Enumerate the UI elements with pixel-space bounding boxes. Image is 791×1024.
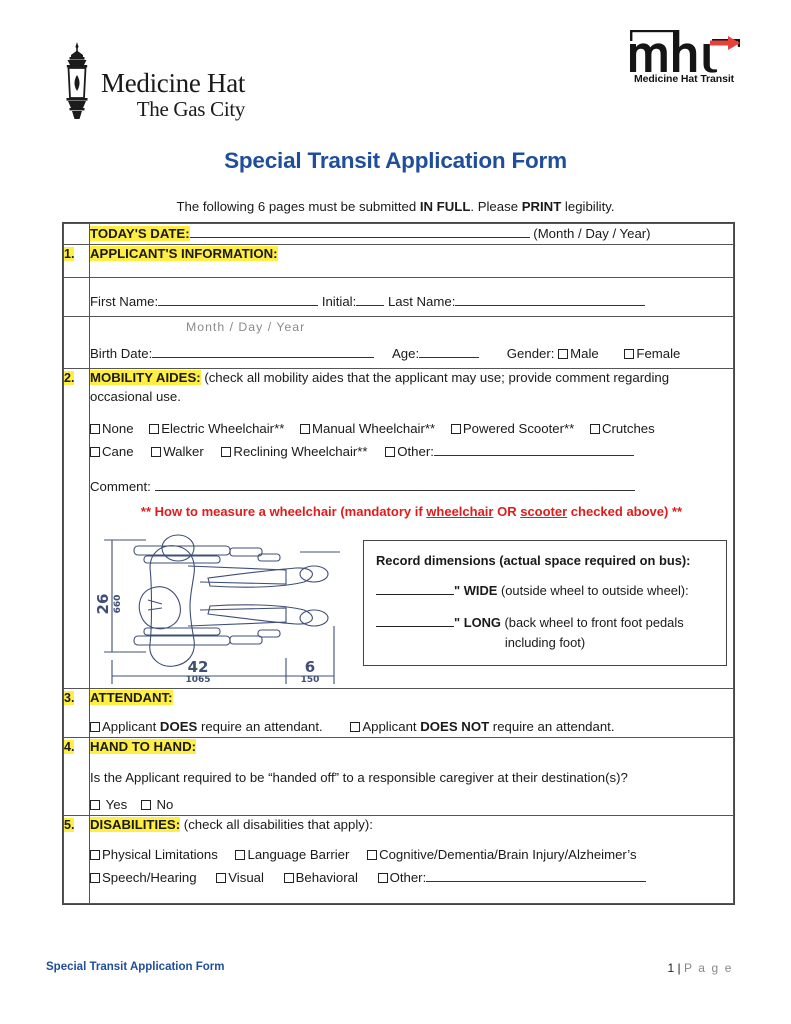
disability-option-visual[interactable]: [216, 869, 264, 888]
wc-note-prefix: ** How to measure a wheelchair (mandatory if: [140, 504, 427, 520]
checkbox-icon[interactable]: [141, 800, 151, 810]
subtitle-part-c: . Please: [470, 199, 522, 214]
table-row-birthdate: [64, 317, 734, 369]
page-title: Special Transit Application Form: [224, 148, 567, 173]
hand-to-hand-yes-label: Yes: [105, 797, 128, 813]
mobility-option-cane-label: Cane: [102, 443, 134, 459]
gender-female-label: Female: [636, 345, 681, 361]
checkbox-icon[interactable]: [235, 850, 245, 860]
mobility-option-crutches[interactable]: [590, 420, 655, 439]
attendant-option-does-not[interactable]: [350, 718, 614, 737]
record-dimensions-long-row: [376, 613, 714, 653]
record-dimensions-heading: Record dimensions (actual space required on bus):: [376, 552, 691, 568]
disability-cognitive-label: Cognitive/Dementia/Brain Injury/Alzheimer’s: [379, 846, 637, 862]
gas-lamp-icon: [60, 42, 94, 120]
diagram-dim-right: 6: [304, 657, 316, 676]
disabilities-instruction: (check all disabilities that apply):: [183, 817, 373, 833]
name-fields-cell: [90, 278, 734, 317]
checkbox-icon[interactable]: [151, 447, 161, 457]
medicine-hat-city-logo: [60, 42, 245, 120]
section-4-number-label: 4.: [64, 739, 75, 754]
diagram-dim-right-mm: 150: [300, 674, 320, 685]
mobility-option-reclining-wheelchair[interactable]: [221, 443, 367, 462]
mhi-mark-icon: [624, 28, 744, 74]
checkbox-icon[interactable]: [90, 447, 100, 457]
checkbox-icon[interactable]: [90, 722, 100, 732]
section-number-3: [64, 688, 90, 737]
mobility-option-walker[interactable]: [151, 443, 204, 462]
wc-note-mid: OR: [493, 504, 521, 520]
wc-note-scooter: scooter: [520, 504, 568, 520]
attendant-option-does[interactable]: [90, 718, 323, 737]
last-name-label: Last Name:: [387, 294, 456, 310]
checkbox-icon[interactable]: [284, 873, 294, 883]
applicant-information-cell: [90, 244, 734, 278]
mobility-option-walker-label: Walker: [163, 443, 204, 459]
section-number-1: [64, 244, 90, 278]
hand-to-hand-option-no[interactable]: [141, 796, 174, 815]
todays-date-label: TODAY'S DATE:: [90, 226, 190, 241]
mobility-option-other-label: Other:: [397, 443, 434, 459]
checkbox-icon[interactable]: [149, 424, 159, 434]
disability-language-label: Language Barrier: [247, 846, 350, 862]
first-name-input[interactable]: [158, 292, 318, 306]
table-row-mobility-aides: [64, 369, 734, 688]
diagram-dim-bottom-mm: 1065: [185, 674, 211, 685]
mobility-option-manual-wheelchair[interactable]: [300, 420, 435, 439]
birth-date-label: Birth Date:: [90, 345, 153, 361]
diagram-dim-side: 26: [94, 593, 112, 614]
wide-input[interactable]: [376, 582, 454, 595]
hand-to-hand-cell: [90, 737, 734, 815]
checkbox-icon[interactable]: [451, 424, 461, 434]
todays-date-hint: (Month / Day / Year): [533, 226, 651, 241]
attendant-does-b: DOES: [159, 719, 198, 735]
row-number-blank: [64, 224, 90, 245]
page-header: [0, 0, 791, 135]
footer-separator: |: [677, 961, 681, 975]
mobility-aides-cell: [90, 369, 734, 688]
last-name-input[interactable]: [455, 292, 645, 306]
attendant-cell: [90, 688, 734, 737]
disability-behavioral-label: Behavioral: [295, 869, 358, 885]
disabilities-options-row-2: [90, 868, 733, 888]
mobility-option-powered-scooter[interactable]: [451, 420, 574, 439]
mobility-options-row-1: [90, 420, 733, 439]
wc-note-suffix: checked above) **: [567, 504, 683, 520]
mobility-comment-input[interactable]: [155, 477, 635, 491]
mobility-option-manual-wheelchair-label: Manual Wheelchair**: [312, 420, 436, 436]
todays-date-cell: [90, 224, 734, 245]
record-dimensions-box: [363, 540, 727, 666]
table-row-names: [64, 278, 734, 317]
section-1-number-label: 1.: [64, 246, 75, 261]
checkbox-icon[interactable]: [350, 722, 360, 732]
mobility-aides-heading: [90, 369, 733, 406]
mobility-option-other[interactable]: [385, 443, 434, 462]
checkbox-icon[interactable]: [221, 447, 231, 457]
todays-date-input[interactable]: [190, 224, 530, 238]
initial-label: Initial:: [321, 294, 357, 310]
table-row-disabilities: [64, 816, 734, 904]
hand-to-hand-question: Is the Applicant required to be “handed off” to a responsible caregiver at their destination(s)?: [90, 769, 628, 785]
mobility-option-none[interactable]: [90, 420, 134, 439]
wheelchair-top-view-diagram: [90, 526, 355, 688]
long-input[interactable]: [376, 614, 454, 627]
mobility-option-none-label: None: [102, 420, 134, 436]
gender-option-female[interactable]: [624, 345, 680, 364]
subtitle-print: PRINT: [521, 199, 562, 214]
checkbox-icon[interactable]: [90, 424, 100, 434]
checkbox-icon[interactable]: [590, 424, 600, 434]
first-name-label: First Name:: [90, 294, 159, 310]
subtitle-part-e: legibility.: [561, 199, 615, 214]
checkbox-icon[interactable]: [216, 873, 226, 883]
medicine-hat-transit-logo: [624, 28, 744, 85]
mobility-option-electric-wheelchair[interactable]: [149, 420, 284, 439]
mobility-option-reclining-wheelchair-label: Reclining Wheelchair**: [233, 443, 368, 459]
footer-page-number: 1: [667, 961, 675, 975]
disability-option-speech-hearing[interactable]: [90, 869, 197, 888]
disability-option-behavioral[interactable]: [284, 869, 358, 888]
mobility-options-row-2: [90, 442, 733, 462]
long-desc-label: (back wheel to front foot pedals: [500, 614, 684, 630]
disability-option-language-barrier[interactable]: [235, 846, 349, 865]
disabilities-cell: [90, 816, 734, 904]
disability-option-cognitive[interactable]: [367, 846, 637, 865]
mobility-comment-label: Comment:: [90, 479, 151, 495]
subtitle-in-full: IN FULL: [419, 199, 471, 214]
mobility-aides-instruction: (check all mobility aides that the applicant may use; provide comment regarding occasional use.: [90, 370, 670, 405]
gender-option-male[interactable]: [558, 345, 599, 364]
section-5-number-label: 5.: [64, 818, 75, 833]
mobility-other-input[interactable]: [434, 442, 634, 456]
wide-unit-label: " WIDE: [454, 582, 498, 598]
age-label: Age:: [391, 345, 420, 361]
row-number-blank: [64, 317, 90, 369]
attendant-does-not-a: Applicant: [362, 719, 421, 735]
mobility-aides-label: MOBILITY AIDES:: [90, 370, 201, 386]
initial-input[interactable]: [356, 292, 384, 306]
mobility-comment-row: [90, 477, 733, 497]
checkbox-icon[interactable]: [90, 850, 100, 860]
checkbox-icon[interactable]: [90, 873, 100, 883]
table-row-attendant: [64, 688, 734, 737]
wheelchair-measure-note: [90, 503, 733, 521]
mobility-option-cane[interactable]: [90, 443, 134, 462]
application-form-table: [62, 222, 735, 905]
wide-desc-label: (outside wheel to outside wheel):: [497, 582, 689, 598]
disability-speech-label: Speech/Hearing: [102, 869, 197, 885]
long-unit-label: " LONG: [454, 614, 501, 630]
diagram-dim-side-mm: 660: [113, 594, 123, 613]
birthdate-cell: [90, 317, 734, 369]
mhi-wordmark: [624, 28, 744, 72]
mobility-option-powered-scooter-label: Powered Scooter**: [462, 420, 575, 436]
footer-page-word: P a g e: [683, 961, 733, 975]
checkbox-icon[interactable]: [558, 349, 568, 359]
checkbox-icon[interactable]: [624, 349, 634, 359]
disability-visual-label: Visual: [228, 869, 264, 885]
section-number-5: [64, 816, 90, 904]
mobility-option-crutches-label: Crutches: [601, 420, 655, 436]
mobility-option-electric-wheelchair-label: Electric Wheelchair**: [161, 420, 285, 436]
checkbox-icon[interactable]: [367, 850, 377, 860]
disabilities-options-row-1: [90, 846, 733, 865]
disability-other-label: Other:: [389, 869, 427, 885]
section-number-4: [64, 737, 90, 815]
disability-other-input[interactable]: [426, 868, 646, 882]
birth-date-input[interactable]: [152, 344, 374, 358]
checkbox-icon[interactable]: [385, 447, 395, 457]
checkbox-icon[interactable]: [378, 873, 388, 883]
wheelchair-measure-panel: [90, 526, 733, 688]
disabilities-label: DISABILITIES:: [90, 817, 181, 833]
table-row-todays-date: [64, 224, 734, 245]
age-input[interactable]: [419, 344, 479, 358]
footer-title: Special Transit Application Form: [46, 961, 225, 973]
city-logo-line2: The Gas City: [136, 97, 246, 121]
hand-to-hand-label: HAND TO HAND:: [90, 738, 196, 754]
city-logo-line1: Medicine Hat: [101, 68, 246, 98]
attendant-does-not-b: DOES NOT: [420, 719, 490, 735]
attendant-does-a: Applicant: [102, 719, 160, 735]
footer-page-indicator: [667, 961, 733, 975]
applicant-information-label: APPLICANT'S INFORMATION:: [90, 245, 278, 261]
wc-note-wheelchair: wheelchair: [426, 504, 494, 520]
page-subtitle: [0, 199, 791, 214]
attendant-label: ATTENDANT:: [90, 689, 173, 705]
transit-logo-caption: Medicine Hat Transit: [633, 73, 735, 85]
checkbox-icon[interactable]: [300, 424, 310, 434]
diagram-dim-bottom: 42: [187, 657, 209, 676]
table-row-applicant-header: [64, 244, 734, 278]
disability-option-other[interactable]: [378, 869, 427, 888]
gender-male-label: Male: [570, 345, 599, 361]
section-3-number-label: 3.: [64, 690, 75, 705]
subtitle-part-a: The following 6 pages must be submitted: [176, 199, 420, 214]
section-2-number-label: 2.: [64, 371, 75, 386]
birthdate-format-hint: Month / Day / Year: [186, 320, 306, 335]
disability-option-physical-limitations[interactable]: [90, 846, 218, 865]
row-number-blank: [64, 278, 90, 317]
disability-physical-label: Physical Limitations: [102, 846, 218, 862]
table-row-hand-to-hand: [64, 737, 734, 815]
long-desc2-label: including foot): [504, 634, 586, 650]
hand-to-hand-option-yes[interactable]: [90, 796, 127, 815]
attendant-does-not-c: require an attendant.: [489, 719, 615, 735]
gender-label: Gender:: [506, 345, 555, 361]
attendant-does-c: require an attendant.: [197, 719, 323, 735]
checkbox-icon[interactable]: [90, 800, 100, 810]
section-number-2: [64, 369, 90, 688]
hand-to-hand-no-label: No: [156, 797, 174, 813]
record-dimensions-wide-row: [376, 581, 714, 601]
